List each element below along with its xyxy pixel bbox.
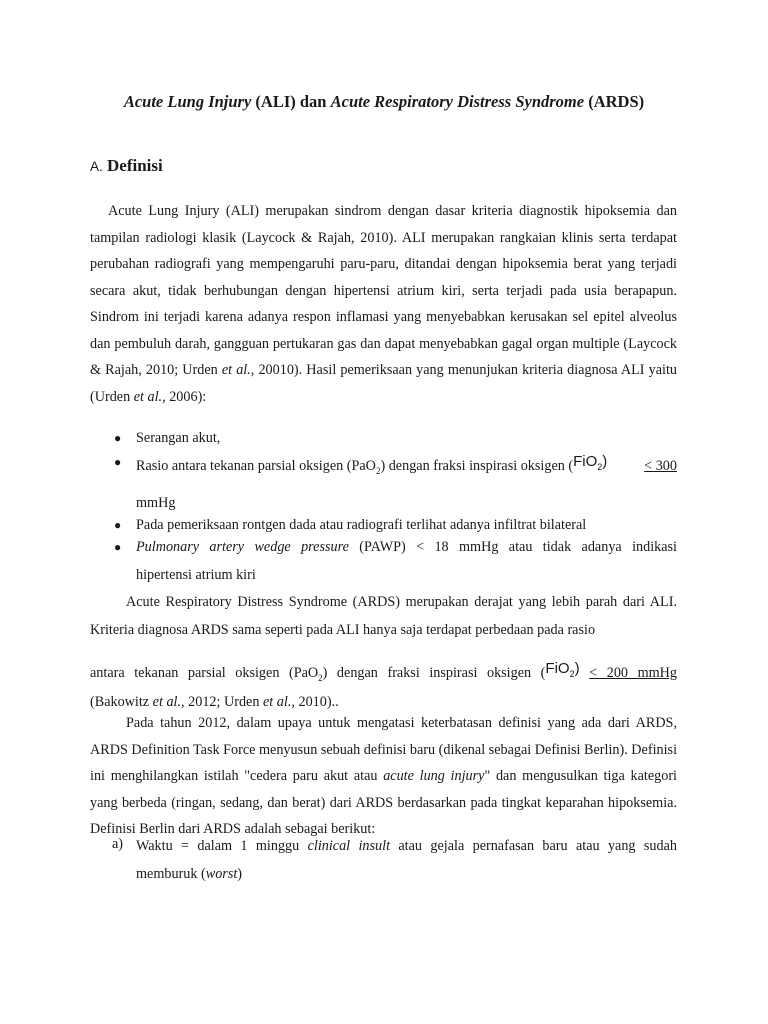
para3-text-2: ) dengan fraksi inspirasi oksigen ( (322, 665, 546, 681)
fio2-subscript: 2 (597, 462, 603, 472)
bullet-pawp-line (136, 537, 677, 557)
paragraph-ards (90, 588, 677, 644)
title-part-ards-abbr: (ARDS) (584, 92, 645, 111)
para3-fio2-formula (545, 660, 579, 677)
para3-pao2-subscript: 2 (318, 672, 323, 683)
para3-fio2-label: FiO (545, 660, 570, 677)
bullet-icon: ● (114, 455, 122, 469)
list-item-a (136, 832, 677, 888)
bullet-ratio-left (136, 452, 607, 481)
list-a-italic-2: worst (205, 866, 238, 882)
bullet-ratio-unit: mmHg (136, 494, 176, 511)
bullet-ratio-line (136, 452, 677, 481)
fio2-label: FiO (573, 453, 598, 470)
para1-text-1: Acute Lung Injury (ALI) merupakan sindrom dengan dasar kriteria diagnostik hipoksemia dan tampilan radiologi klasik (Laycock & Rajah, 2010). ALI merupakan rangkaian klinis serta terdapat perubahan radiografi yang mempengaruhi paru-paru, ditandai dengan hipoksemia berat yang terjadi secara akut, tidak berhubungan dengan hipertensi atrium kiri, serta terjadi pada usia berapapun. Sindrom ini terjadi karena adanya respon inflamasi yang menyebabkan kerusakan sel epitel alveolus dan pembuluh darah, gangguan pertukaran gas dan dapat menyebabkan gagal organ multiple (Laycock & Rajah, 2010; Urden (90, 203, 677, 378)
title-part-dan: (ALI) dan (251, 92, 331, 111)
para3-fio2-subscript: 2 (569, 669, 575, 679)
bullet-ratio-text: Rasio antara tekanan parsial oksigen (PaO (136, 458, 376, 474)
para1-text-3: 2006): (165, 388, 207, 405)
citation-etal-1: et al., (152, 694, 185, 710)
citation-text-3: 2010).. (294, 694, 339, 710)
para1-text-2: 20010). Hasil pemeriksaan yang menunjukan kriteria diagnosa ALI yaitu (Urden (90, 362, 678, 405)
para3-text-1: antara tekanan parsial oksigen (PaO (90, 665, 319, 681)
bullet-text-1: Serangan akut, (136, 430, 221, 446)
pawp-italic: Pulmonary artery wedge pressure (136, 538, 349, 555)
bullet-icon: ● (114, 517, 122, 532)
citation-etal-2: et al., (263, 694, 295, 710)
para4-text-2: " dan mengusulkan tiga kategori yang berbeda (ringan, sedang, dan berat) dari ARDS berdasarkan pada tingkat keparahan hipoksemia. Definisi Berlin dari ARDS adalah sebagai berikut: (90, 768, 677, 837)
citation-text-1: (Bakowitz (90, 694, 153, 710)
threshold-200: < 200 mmHg (589, 665, 677, 681)
paragraph-berlin-definition (90, 710, 677, 843)
list-label-a: a) (112, 836, 124, 852)
bullet-icon: ● (114, 431, 122, 445)
section-heading (90, 156, 163, 176)
bullet-pawp-line-2: hipertensi atrium kiri (136, 566, 256, 583)
title-part-ards: Acute Respiratory Distress Syndrome (330, 92, 585, 111)
pawp-text: (PAWP) < 18 mmHg atau tidak adanya indikasi (348, 538, 678, 555)
section-title: Definisi (107, 156, 163, 175)
pao2-subscript: 2 (375, 465, 381, 476)
list-item (90, 537, 677, 585)
bullet-text-3: Pada pemeriksaan rontgen dada atau radiografi terlihat adanya infiltrat bilateral (136, 516, 587, 533)
para3-fio2-paren: ) (574, 660, 580, 677)
list-item (90, 452, 677, 513)
para1-etal-1: et al., (221, 362, 255, 378)
para1-etal-2: et al., (133, 388, 166, 405)
list-a-italic-1: clinical insult (307, 838, 391, 854)
para4-italic: acute lung injury (383, 768, 485, 784)
citation-text-2: 2012; Urden (184, 694, 263, 710)
bullet-ratio-text-2: ) dengan fraksi inspirasi oksigen ( (380, 458, 574, 474)
section-letter: A. (90, 159, 103, 174)
paragraph-ali-definition (90, 198, 677, 410)
paragraph-ards-citation (90, 692, 677, 712)
list-a-text-2: atau gejala pernafasan baru atau yang sudah memburuk ( (136, 838, 677, 882)
fio2-formula (573, 453, 607, 470)
criteria-list (90, 428, 677, 585)
para4-text-1: Pada tahun 2012, dalam upaya untuk mengatasi keterbatasan definisi yang ada dari ARDS, ARDS Definition Task Force menyusun sebuah definisi baru (dikenal sebagai Definisi Berlin). Definisi ini menghilangkan istilah "cedera paru akut atau (90, 715, 678, 784)
document-title (0, 92, 768, 112)
list-item (90, 515, 677, 535)
bullet-icon: ● (114, 539, 122, 554)
threshold-300: < 300 (644, 458, 677, 474)
list-a-text-3: ) (237, 866, 243, 882)
list-a-text-1: Waktu = dalam 1 minggu (136, 838, 308, 854)
title-part-ali: Acute Lung Injury (123, 92, 252, 111)
para2-text: Acute Respiratory Distress Syndrome (ARDS) merupakan derajat yang lebih parah dari ALI. Kriteria diagnosa ARDS sama seperti pada ALI hanya saja terdapat perbedaan pada rasio (90, 594, 677, 638)
fio2-paren: ) (602, 453, 608, 470)
paragraph-ards-ratio-line (90, 658, 677, 689)
list-item (90, 428, 677, 448)
